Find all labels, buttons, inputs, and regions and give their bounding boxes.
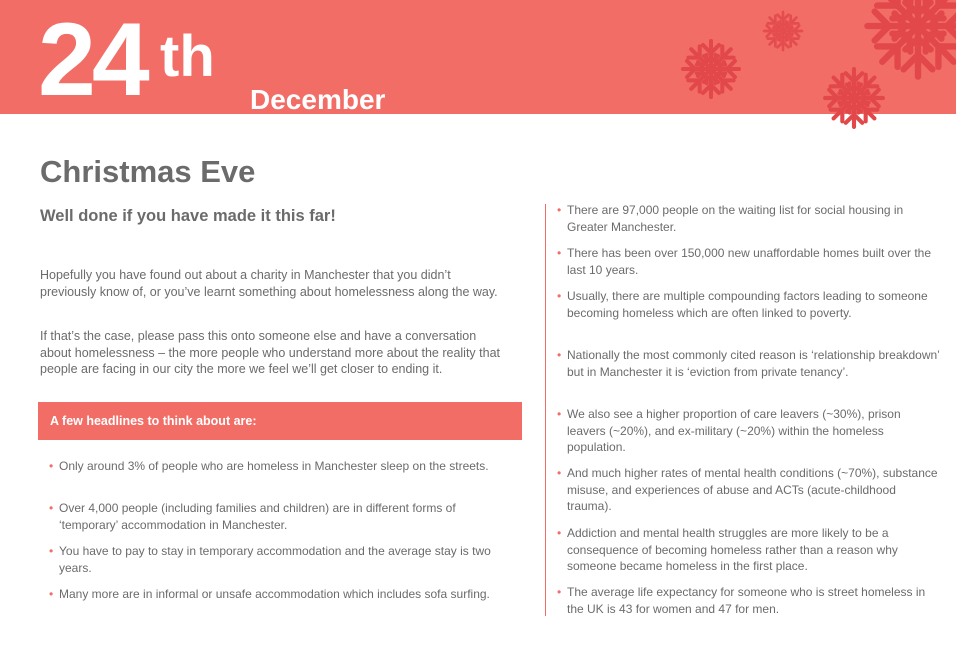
list-item: • There has been over 150,000 new unaffordable homes built over the last 10 years. (557, 245, 942, 278)
column-divider (545, 204, 546, 616)
list-item: • And much higher rates of mental health conditions (~70%), substance misuse, and experiences of abuse and ACTs (acute-childhood trauma). (557, 465, 942, 515)
page-subtitle: Well done if you have made it this far! (40, 207, 336, 225)
headlines-banner: A few headlines to think about are: (38, 402, 522, 440)
list-item: • You have to pay to stay in temporary accommodation and the average stay is two years. (49, 543, 509, 576)
snowflake-icon (862, 0, 956, 82)
snowflake-icon (680, 38, 742, 100)
list-item: • Many more are in informal or unsafe accommodation which includes sofa surfing. (49, 586, 509, 603)
snowflake-icon (762, 10, 804, 52)
list-item: • There are 97,000 people on the waiting list for social housing in Greater Manchester. (557, 202, 942, 235)
day-suffix: th (160, 24, 215, 89)
month-label: December (250, 84, 386, 115)
list-item: • Over 4,000 people (including families and children) are in different forms of ‘temporary’ accommodation in Manchester. (49, 500, 509, 533)
day-number: 24 (38, 2, 146, 118)
list-item: • Usually, there are multiple compounding factors leading to someone becoming homeless which are often linked to poverty. (557, 288, 942, 321)
list-item: • Addiction and mental health struggles are more likely to be a consequence of becoming homeless rather than a reason why someone became homeless in the first place. (557, 525, 942, 575)
list-item: • Nationally the most commonly cited reason is ‘relationship breakdown’ but in Manchester it is ‘eviction from private tenancy’. (557, 347, 942, 380)
intro-paragraph: If that’s the case, please pass this onto someone else and have a conversation about homelessness – the more people who understand more about the reality that people are facing in our city the more we feel we’ll get closer to ending it. (40, 329, 501, 376)
list-item: • We also see a higher proportion of care leavers (~30%), prison leavers (~20%), and ex-military (~20%) within the homeless population. (557, 406, 942, 456)
intro-paragraph: Hopefully you have found out about a charity in Manchester that you didn’t previously know of, or you’ve learnt something about homelessness along the way. (40, 268, 498, 299)
page-title: Christmas Eve (40, 154, 256, 189)
list-item: • The average life expectancy for someone who is street homeless in the UK is 43 for women and 47 for men. (557, 584, 942, 617)
list-item: • Only around 3% of people who are homeless in Manchester sleep on the streets. (49, 458, 509, 475)
